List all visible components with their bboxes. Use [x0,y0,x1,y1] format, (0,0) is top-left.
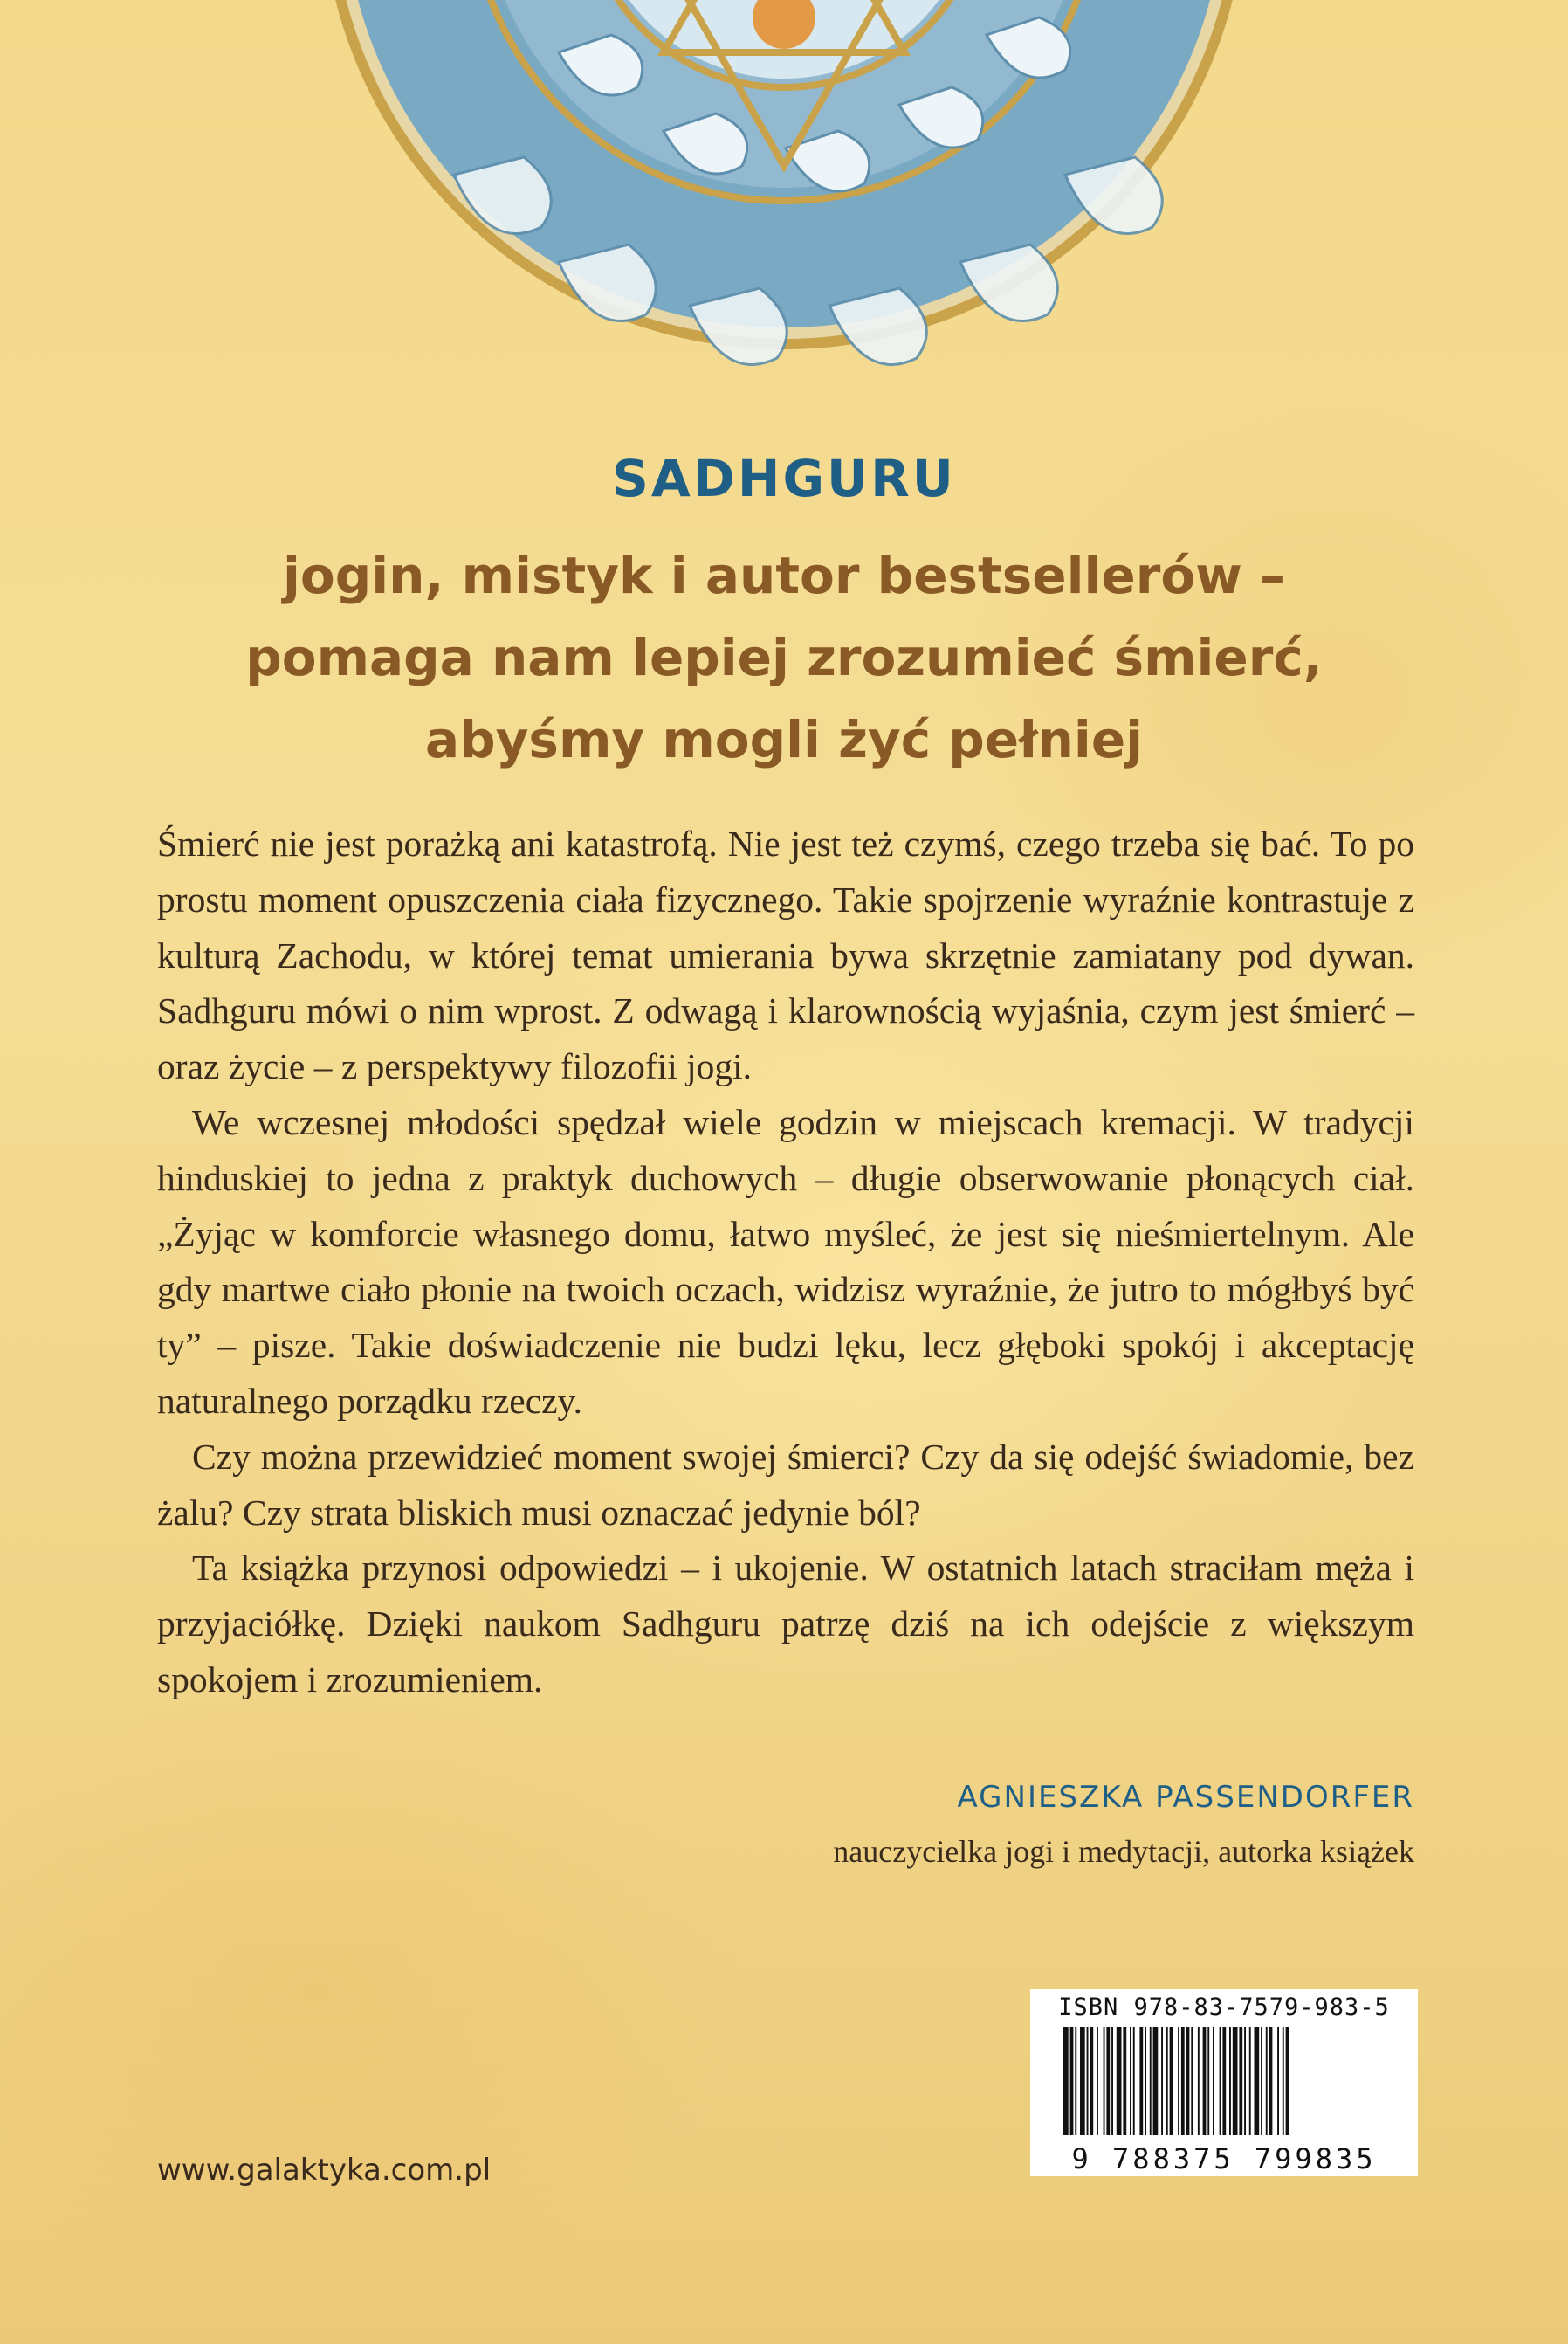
barcode-bar [1166,2027,1168,2135]
signature-name: AGNIESZKA PASSENDORFER [957,1780,1414,1815]
barcode-bar [1220,2027,1221,2135]
barcode-bar [1229,2027,1231,2135]
barcode-bar [1186,2027,1190,2135]
barcode-bar [1249,2027,1251,2135]
barcode-bar [1161,2027,1163,2135]
barcode-digits: 9 788375 799835 [1071,2142,1377,2172]
barcode-bar [1283,2027,1284,2135]
barcode [1030,1989,1418,2176]
barcode-bar [1255,2027,1260,2135]
barcode-bar [1178,2027,1179,2135]
barcode-bar [1104,2027,1105,2135]
barcode-bar [1063,2027,1069,2135]
barcode-bar [1106,2027,1110,2135]
barcode-bar [1191,2027,1193,2135]
barcode-bar [1117,2027,1122,2135]
barcode-bar [1130,2027,1131,2135]
barcode-bar [1097,2027,1098,2135]
barcode-bar [1207,2027,1209,2135]
barcode-bar [1150,2027,1152,2135]
barcode-bar [1145,2027,1146,2135]
barcode-bar [1090,2027,1093,2135]
barcode-bar [1269,2027,1273,2135]
author-name: SADHGURU [612,449,956,508]
barcode-bar [1070,2027,1074,2135]
barcode-bar [1181,2027,1185,2135]
barcode-bar [1139,2027,1143,2135]
tagline-line: abyśmy mogli żyć pełniej [424,710,1144,769]
barcode-bar [1075,2027,1076,2135]
barcode-bar [1266,2027,1268,2135]
paragraph: Czy można przewidzieć moment swojej śmierci? Czy da się odejść świadomie, bez żalu? Czy strata bliskich musi oznaczać jedynie ból? [157,1436,1414,1533]
barcode-bar [1111,2027,1113,2135]
barcode-bar [1233,2027,1238,2135]
barcode-bar [1087,2027,1089,2135]
barcode-bar [1277,2027,1279,2135]
signature-role: nauczycielka jogi i medytacji, autorka książek [833,1834,1414,1869]
barcode-bar [1133,2027,1135,2135]
barcode-bar [1170,2027,1173,2135]
barcode-bar [1261,2027,1262,2135]
tagline [0,534,1568,781]
mandala-illustration [0,0,1568,419]
paragraph: We wczesnej młodości spędzał wiele godzin w miejscach kremacji. W tradycji hinduskiej to jedna z praktyk duchowych – długie obserwowanie płonących ciał. „Żyjąc w komforcie własnego domu, łatwo myśleć, że jest się nieśmiertelnym. Ale gdy martwe ciało płonie na twoich oczach, widzisz wyraźnie, że jutro to mógłbyś być ty” – pisze. Takie doświadczenie nie budzi lęku, lecz głęboki spokój i akceptację naturalnego porządku rzeczy. [157,1101,1414,1421]
barcode-bar [1239,2027,1242,2135]
isbn-label: ISBN 978-83-7579-983-5 [1058,1994,1390,2021]
barcode-bar [1222,2027,1226,2135]
barcode-bar [1203,2027,1207,2135]
tagline-line: pomaga nam lepiej zrozumieć śmierć, [245,628,1323,687]
barcode-bar [1080,2027,1085,2135]
paragraph: Ta książka przynosi odpowiedzi – i ukojenie. W ostatnich latach straciłam męża i przyjaciółkę. Dzięki naukom Sadhguru patrzę dziś na ich odejście z większym spokojem i zrozumieniem. [157,1548,1414,1699]
publisher-url[interactable]: www.galaktyka.com.pl [157,2153,492,2188]
signature [833,1771,1414,1879]
blurb-text [157,817,1414,1708]
barcode-bar [1198,2027,1200,2135]
barcode-bars [1037,2023,1411,2172]
barcode-bar [1123,2027,1126,2135]
barcode-bar [1286,2027,1289,2135]
barcode-bar [1244,2027,1246,2135]
barcode-bar [1213,2027,1214,2135]
tagline-line: jogin, mistyk i autor bestsellerów – [283,546,1285,605]
barcode-bar [1153,2027,1159,2135]
paragraph: Śmierć nie jest porażką ani katastrofą. Nie jest też czymś, czego trzeba się bać. To po prostu moment opuszczenia ciała fizycznego. Takie spojrzenie wyraźnie kontrastuje z kulturą Zachodu, w której temat umierania bywa skrzętnie zamiatany pod dywan. Sadhguru mówi o nim wprost. Z odwagą i klarownością wyjaśnia, czym jest śmierć – oraz życie – z perspektywy filozofii jogi. [157,824,1414,1087]
